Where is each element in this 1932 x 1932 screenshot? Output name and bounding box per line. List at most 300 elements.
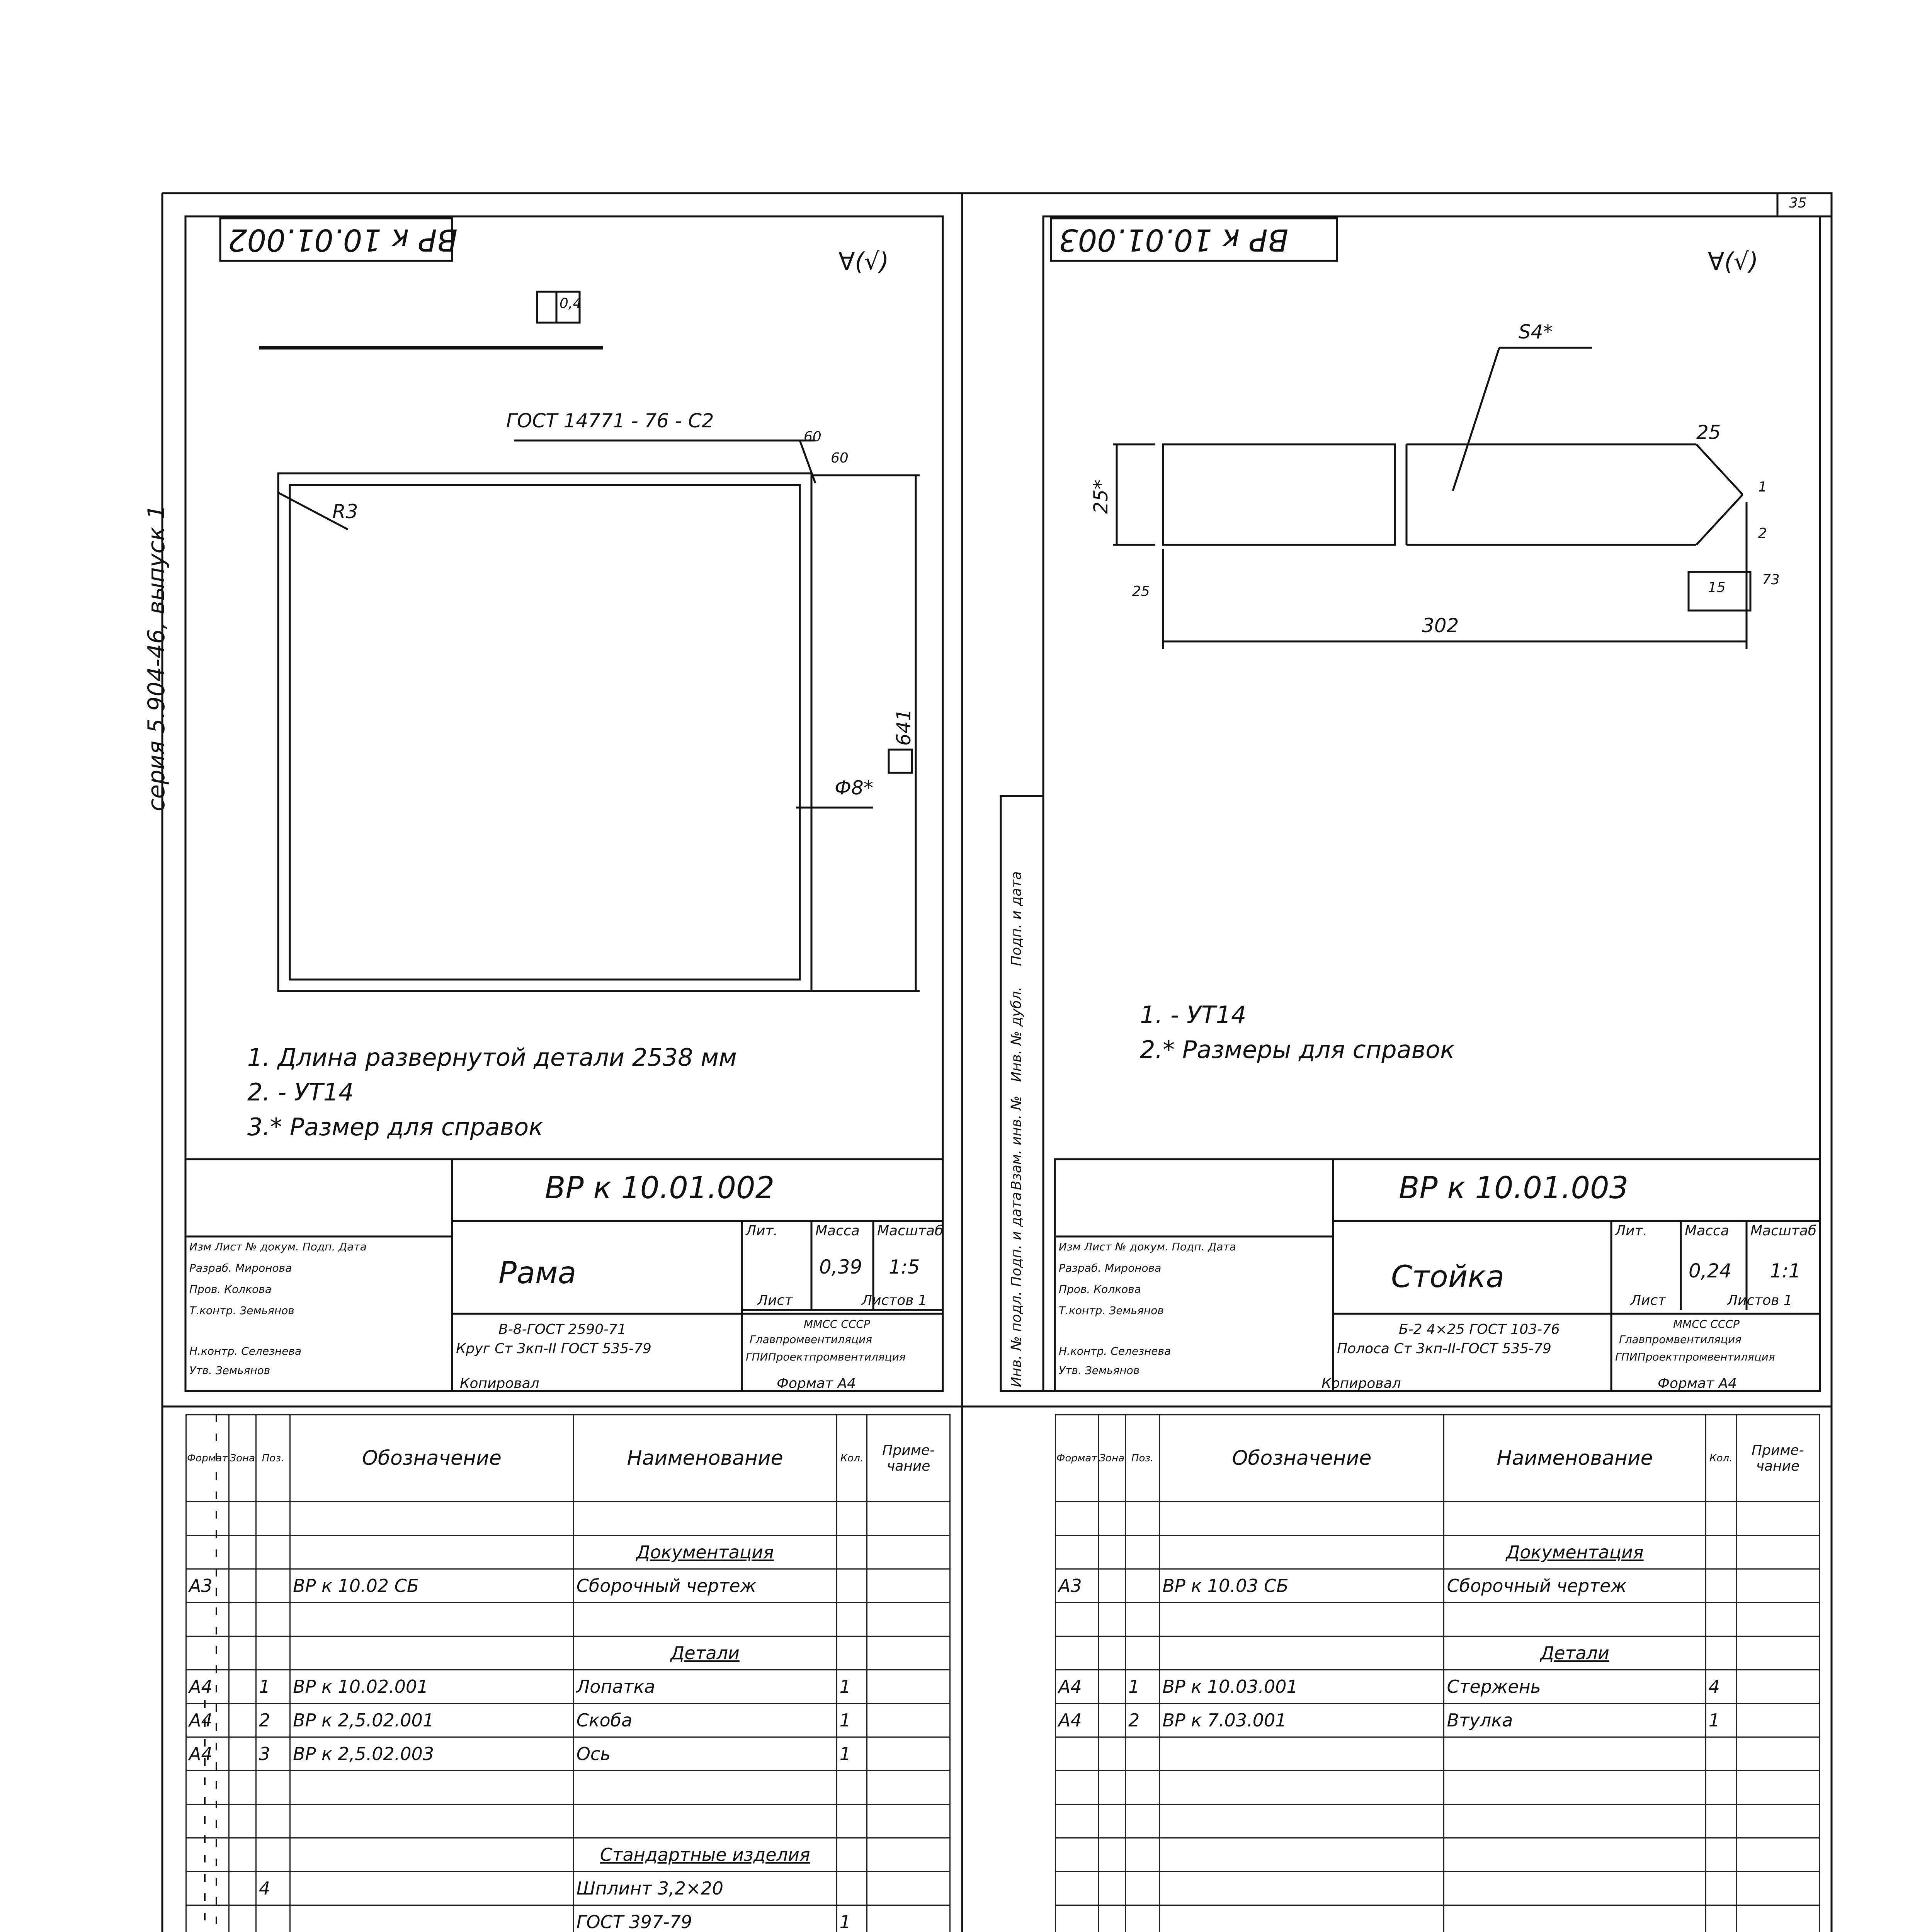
spec-cell — [1056, 1771, 1099, 1804]
spec-row — [186, 1704, 950, 1737]
spec-cell — [256, 1804, 290, 1838]
spec-cell — [573, 1603, 837, 1636]
spec-cell: Сборочный чертеж — [573, 1569, 837, 1603]
spec-cell — [1126, 1737, 1160, 1771]
spec-cell — [256, 1603, 290, 1636]
spec-cell — [1126, 1905, 1160, 1932]
stamp-row-4: Н.контр. Селезнева — [189, 1345, 302, 1357]
spec-cell: 1 — [256, 1670, 290, 1704]
spec-cell — [229, 1737, 256, 1771]
spec-cell — [867, 1536, 950, 1569]
spec-cell — [1444, 1804, 1706, 1838]
spec-cell — [867, 1804, 950, 1838]
spec-cell — [1126, 1771, 1160, 1804]
spec-cell: Стандартные изделия — [573, 1838, 837, 1872]
stamp-row-2: Пров. Колкова — [189, 1283, 272, 1296]
spec-cell — [229, 1603, 256, 1636]
stamp-row-3: Т.контр. Земьянов — [189, 1304, 294, 1317]
spec-cell — [1736, 1737, 1819, 1771]
spec-cell — [186, 1536, 229, 1569]
spec-cell: 1 — [837, 1704, 867, 1737]
spec-cell — [1056, 1536, 1099, 1569]
spec-cell — [867, 1569, 950, 1603]
spec-cell — [186, 1603, 229, 1636]
page-number: 35 — [1789, 195, 1807, 211]
format-label: Формат А4 — [777, 1376, 856, 1391]
weld-b: 60 — [831, 450, 849, 466]
spec-cell — [837, 1804, 867, 1838]
spec-cell: 4 — [256, 1872, 290, 1905]
material-2: Круг Ст 3кп-II ГОСТ 535-79 — [456, 1341, 651, 1357]
spec-row — [1056, 1603, 1820, 1636]
spec-cell — [1706, 1771, 1736, 1804]
spec-cell — [1098, 1737, 1126, 1771]
spec-cell — [1098, 1670, 1126, 1704]
col-zone: Зона — [1098, 1415, 1126, 1502]
spec-row — [1056, 1838, 1820, 1872]
material-1: Б-2 4×25 ГОСТ 103-76 — [1399, 1321, 1560, 1337]
note-2: 2.* Размеры для справок — [1140, 1036, 1455, 1064]
spec-table-q4 — [1055, 1414, 1820, 1932]
spec-cell — [229, 1905, 256, 1932]
spec-cell — [1736, 1838, 1819, 1872]
col-designation: Обозначение — [290, 1415, 574, 1502]
spec-cell — [1126, 1838, 1160, 1872]
spec-cell — [837, 1502, 867, 1536]
stamp-row-1: Разраб. Миронова — [1059, 1262, 1162, 1274]
spec-cell — [229, 1569, 256, 1603]
spec-cell — [867, 1872, 950, 1905]
sheets-header: Листов 1 — [862, 1293, 927, 1308]
spec-cell: ВР к 10.03.001 — [1160, 1670, 1444, 1704]
spec-cell — [1056, 1737, 1099, 1771]
spec-row — [186, 1838, 950, 1872]
spec-table-q3 — [185, 1414, 951, 1932]
spec-cell — [867, 1502, 950, 1536]
material-2: Полоса Ст 3кп-II-ГОСТ 535-79 — [1337, 1341, 1551, 1357]
spec-cell — [1444, 1737, 1706, 1771]
spec-cell: Сборочный чертеж — [1444, 1569, 1706, 1603]
spec-cell: ВР к 2,5.02.001 — [290, 1704, 574, 1737]
spec-cell: ВР к 10.02.001 — [290, 1670, 574, 1704]
spec-cell — [867, 1838, 950, 1872]
spec-cell: Втулка — [1444, 1704, 1706, 1737]
col-name: Наименование — [573, 1415, 837, 1502]
spec-row — [1056, 1704, 1820, 1737]
spec-cell — [1126, 1569, 1160, 1603]
spec-cell: Ось — [573, 1737, 837, 1771]
lit-header: Лит. — [746, 1223, 778, 1239]
spec-cell: ВР к 7.03.001 — [1160, 1704, 1444, 1737]
spec-cell — [1098, 1872, 1126, 1905]
spec-cell — [186, 1804, 229, 1838]
spec-cell — [837, 1603, 867, 1636]
spec-cell — [1098, 1905, 1126, 1932]
dim-15: 15 — [1708, 580, 1726, 595]
scale-header: Масштаб — [877, 1223, 944, 1239]
spec-cell: 1 — [1706, 1704, 1736, 1737]
spec-row — [1056, 1636, 1820, 1670]
spec-cell — [1736, 1905, 1819, 1932]
spec-cell — [1160, 1838, 1444, 1872]
dim-r2: 2 — [1758, 526, 1767, 541]
spec-cell — [1160, 1905, 1444, 1932]
spec-cell — [1736, 1771, 1819, 1804]
spec-cell — [1736, 1603, 1819, 1636]
spec-cell — [1444, 1905, 1706, 1932]
spec-cell — [837, 1636, 867, 1670]
spec-cell — [1098, 1636, 1126, 1670]
spec-cell: 1 — [837, 1670, 867, 1704]
spec-cell — [256, 1905, 290, 1932]
note-2: 2. - УТ14 — [247, 1078, 354, 1106]
roughness-mark: ∀(√) — [838, 247, 889, 276]
side-dim: 641 — [893, 709, 915, 746]
spec-cell — [867, 1737, 950, 1771]
spec-cell — [1706, 1636, 1736, 1670]
note-1: 1. Длина развернутой детали 2538 мм — [247, 1043, 737, 1071]
spec-cell — [573, 1804, 837, 1838]
copied-label: Копировал — [1321, 1376, 1401, 1391]
spec-cell — [1706, 1536, 1736, 1569]
spec-cell: ВР к 2,5.02.003 — [290, 1737, 574, 1771]
spec-cell — [256, 1636, 290, 1670]
spec-cell — [229, 1804, 256, 1838]
spec-cell — [290, 1838, 574, 1872]
spec-cell — [1706, 1905, 1736, 1932]
spec-cell — [256, 1771, 290, 1804]
spec-cell — [1444, 1603, 1706, 1636]
col-format: Формат — [1056, 1415, 1099, 1502]
spec-cell — [1706, 1838, 1736, 1872]
col-zone: Зона — [229, 1415, 256, 1502]
stamp-row-3: Т.контр. Земьянов — [1059, 1304, 1164, 1317]
spec-cell — [1056, 1636, 1099, 1670]
spec-cell — [1160, 1636, 1444, 1670]
roughness-mark: ∀(√) — [1708, 247, 1759, 276]
spec-row — [1056, 1804, 1820, 1838]
spec-cell — [1444, 1771, 1706, 1804]
mass-value: 0,39 — [819, 1256, 862, 1278]
spec-cell: А3 — [1056, 1569, 1099, 1603]
col-pos: Поз. — [1126, 1415, 1160, 1502]
diameter-dim: Ф8* — [835, 777, 873, 799]
title-doc-number: ВР к 10.01.003 — [1399, 1171, 1629, 1206]
spec-cell: 1 — [837, 1737, 867, 1771]
spec-cell — [186, 1838, 229, 1872]
spec-cell — [1160, 1502, 1444, 1536]
mass-value: 0,24 — [1689, 1260, 1732, 1282]
spec-cell — [186, 1636, 229, 1670]
spec-cell — [186, 1905, 229, 1932]
sheets-header: Листов 1 — [1727, 1293, 1793, 1308]
spec-row — [1056, 1670, 1820, 1704]
spec-cell: А4 — [186, 1737, 229, 1771]
spec-header-row — [186, 1415, 950, 1502]
mass-header: Масса — [815, 1223, 860, 1239]
spec-cell — [290, 1603, 574, 1636]
spec-cell — [1098, 1603, 1126, 1636]
spec-cell — [1160, 1536, 1444, 1569]
org-1: ММСС СССР — [1673, 1318, 1740, 1330]
radius-dim: R3 — [332, 500, 358, 523]
spec-cell — [290, 1905, 574, 1932]
spec-row — [1056, 1569, 1820, 1603]
spec-cell — [573, 1502, 837, 1536]
spec-cell — [1126, 1636, 1160, 1670]
spec-cell — [1736, 1569, 1819, 1603]
angle-left: 25 — [1132, 583, 1150, 599]
spec-cell — [837, 1771, 867, 1804]
spec-cell — [837, 1872, 867, 1905]
spec-cell — [1098, 1502, 1126, 1536]
spec-cell: Скоба — [573, 1704, 837, 1737]
spec-cell — [290, 1771, 574, 1804]
spec-cell — [1160, 1872, 1444, 1905]
spec-cell: 1 — [1126, 1670, 1160, 1704]
col-qty: Кол. — [837, 1415, 867, 1502]
title-name: Рама — [498, 1256, 577, 1291]
spec-cell — [229, 1670, 256, 1704]
spec-cell — [1056, 1872, 1099, 1905]
spec-cell — [1444, 1502, 1706, 1536]
series-label: серия 5.904-46, выпуск 1 — [143, 504, 170, 811]
spec-cell: А4 — [186, 1704, 229, 1737]
weld-a: 60 — [804, 429, 821, 445]
spec-cell: Шплинт 3,2×20 — [573, 1872, 837, 1905]
side-label-4: Подп. и дата — [1009, 1192, 1024, 1287]
spec-cell — [1126, 1502, 1160, 1536]
spec-cell — [1056, 1838, 1099, 1872]
spec-cell — [1736, 1670, 1819, 1704]
org-3: ГПИПроектпромвентиляция — [1615, 1350, 1775, 1363]
spec-row — [1056, 1872, 1820, 1905]
spec-cell — [1706, 1737, 1736, 1771]
spec-cell — [186, 1502, 229, 1536]
dim-73: 73 — [1762, 572, 1780, 588]
spec-cell: 2 — [1126, 1704, 1160, 1737]
spec-cell — [867, 1704, 950, 1737]
stamp-row-5: Утв. Земьянов — [1059, 1364, 1140, 1377]
spec-row — [186, 1502, 950, 1536]
spec-cell: ВР к 10.03 СБ — [1160, 1569, 1444, 1603]
spec-cell — [1098, 1569, 1126, 1603]
title-doc-number: ВР к 10.01.002 — [545, 1171, 775, 1206]
spec-cell: Документация — [1444, 1536, 1706, 1569]
spec-row — [186, 1737, 950, 1771]
spec-cell — [186, 1872, 229, 1905]
spec-cell: Стержень — [1444, 1670, 1706, 1704]
spec-row — [186, 1603, 950, 1636]
spec-cell — [229, 1536, 256, 1569]
spec-row — [186, 1771, 950, 1804]
spec-cell — [1160, 1771, 1444, 1804]
spec-row — [1056, 1905, 1820, 1932]
spec-cell — [229, 1704, 256, 1737]
spec-cell — [1706, 1569, 1736, 1603]
spec-cell — [229, 1502, 256, 1536]
spec-cell — [290, 1804, 574, 1838]
spec-cell — [186, 1771, 229, 1804]
sheet-header: Лист — [757, 1293, 793, 1308]
spec-cell — [1056, 1603, 1099, 1636]
spec-cell — [1736, 1502, 1819, 1536]
col-qty: Кол. — [1706, 1415, 1736, 1502]
spec-cell — [1098, 1704, 1126, 1737]
spec-cell: Документация — [573, 1536, 837, 1569]
stamp-row-4: Н.контр. Селезнева — [1059, 1345, 1171, 1357]
stamp-row-0: Изм Лист № докум. Подп. Дата — [189, 1240, 367, 1253]
spec-cell — [1098, 1771, 1126, 1804]
side-label-1: Подп. и дата — [1009, 871, 1024, 966]
note-1: 1. - УТ14 — [1140, 1001, 1247, 1029]
spec-cell — [256, 1502, 290, 1536]
spec-cell — [1056, 1905, 1099, 1932]
spec-cell — [290, 1536, 574, 1569]
spec-cell — [256, 1536, 290, 1569]
spec-cell — [229, 1771, 256, 1804]
col-note: Приме- чание — [867, 1415, 950, 1502]
spec-cell — [1056, 1804, 1099, 1838]
spec-cell: 4 — [1706, 1670, 1736, 1704]
dim-length: 302 — [1422, 614, 1459, 637]
org-2: Главпромвентиляция — [1619, 1333, 1742, 1346]
spec-cell: 1 — [837, 1905, 867, 1932]
org-3: ГПИПроектпромвентиляция — [746, 1350, 906, 1363]
spec-cell — [290, 1636, 574, 1670]
spec-row — [186, 1905, 950, 1932]
copied-label: Копировал — [460, 1376, 539, 1391]
spec-cell — [837, 1536, 867, 1569]
spec-cell — [1736, 1872, 1819, 1905]
spec-cell — [837, 1838, 867, 1872]
spec-cell — [1126, 1872, 1160, 1905]
col-pos: Поз. — [256, 1415, 290, 1502]
spec-cell — [1126, 1603, 1160, 1636]
spec-cell — [256, 1838, 290, 1872]
dim-height: 25* — [1090, 480, 1112, 514]
spec-cell: А4 — [186, 1670, 229, 1704]
flatness-value: 0,4 — [560, 296, 582, 311]
side-label-5: Инв. № подл. — [1009, 1291, 1024, 1387]
spec-cell — [256, 1569, 290, 1603]
spec-cell — [229, 1872, 256, 1905]
spec-cell — [1736, 1804, 1819, 1838]
spec-cell — [229, 1838, 256, 1872]
gost-profile: ГОСТ 14771 - 76 - С2 — [506, 410, 714, 432]
org-1: ММСС СССР — [804, 1318, 870, 1330]
spec-cell — [1706, 1804, 1736, 1838]
spec-cell: А4 — [1056, 1670, 1099, 1704]
spec-row — [186, 1636, 950, 1670]
spec-cell — [1160, 1804, 1444, 1838]
spec-cell — [1126, 1536, 1160, 1569]
spec-cell — [1160, 1603, 1444, 1636]
spec-cell: ВР к 10.02 СБ — [290, 1569, 574, 1603]
spec-cell: Детали — [573, 1636, 837, 1670]
scale-value: 1:1 — [1770, 1260, 1801, 1282]
dim-chamfer: 25 — [1696, 421, 1721, 444]
spec-cell: А3 — [186, 1569, 229, 1603]
spec-cell — [1706, 1502, 1736, 1536]
lit-header: Лит. — [1615, 1223, 1647, 1239]
scale-header: Масштаб — [1750, 1223, 1817, 1239]
spec-cell — [1126, 1804, 1160, 1838]
spec-row — [1056, 1771, 1820, 1804]
spec-cell — [1160, 1737, 1444, 1771]
spec-cell — [1444, 1838, 1706, 1872]
spec-cell: 3 — [256, 1737, 290, 1771]
spec-cell: А4 — [1056, 1704, 1099, 1737]
col-format: Формат — [186, 1415, 229, 1502]
title-name: Стойка — [1391, 1260, 1505, 1294]
stamp-row-5: Утв. Земьянов — [189, 1364, 270, 1377]
stamp-mirrored: ВР к 10.01.003 — [1059, 222, 1289, 257]
spec-cell — [1736, 1636, 1819, 1670]
spec-cell — [867, 1670, 950, 1704]
spec-row — [186, 1872, 950, 1905]
spec-cell — [1706, 1603, 1736, 1636]
scale-value: 1:5 — [889, 1256, 920, 1278]
spec-cell — [1736, 1536, 1819, 1569]
stamp-row-2: Пров. Колкова — [1059, 1283, 1141, 1296]
spec-cell — [1098, 1536, 1126, 1569]
format-label: Формат А4 — [1658, 1376, 1737, 1391]
spec-cell — [1098, 1838, 1126, 1872]
spec-cell — [1098, 1804, 1126, 1838]
spec-row — [186, 1804, 950, 1838]
spec-cell — [867, 1771, 950, 1804]
spec-cell — [1736, 1704, 1819, 1737]
spec-cell: ГОСТ 397-79 — [573, 1905, 837, 1932]
spec-cell — [867, 1636, 950, 1670]
stamp-row-1: Разраб. Миронова — [189, 1262, 292, 1274]
spec-cell: Детали — [1444, 1636, 1706, 1670]
col-note: Приме- чание — [1736, 1415, 1819, 1502]
spec-cell — [573, 1771, 837, 1804]
spec-row — [1056, 1502, 1820, 1536]
spec-cell — [290, 1872, 574, 1905]
spec-row — [1056, 1737, 1820, 1771]
spec-cell — [1706, 1872, 1736, 1905]
material-1: В-8-ГОСТ 2590-71 — [498, 1321, 626, 1337]
spec-row — [186, 1536, 950, 1569]
dim-r1: 1 — [1758, 479, 1767, 495]
col-name: Наименование — [1444, 1415, 1706, 1502]
side-label-3: Взам. инв. № — [1009, 1095, 1024, 1190]
spec-row — [186, 1670, 950, 1704]
spec-cell: Лопатка — [573, 1670, 837, 1704]
stamp-row-0: Изм Лист № докум. Подп. Дата — [1059, 1240, 1236, 1253]
col-designation: Обозначение — [1160, 1415, 1444, 1502]
dim-top: S4* — [1519, 321, 1553, 343]
spec-cell — [1056, 1502, 1099, 1536]
spec-header-row — [1056, 1415, 1820, 1502]
stamp-mirrored: ВР к 10.01.002 — [228, 222, 458, 257]
sheet-header: Лист — [1631, 1293, 1666, 1308]
spec-cell — [867, 1603, 950, 1636]
note-3: 3.* Размер для справок — [247, 1113, 543, 1141]
spec-cell: 2 — [256, 1704, 290, 1737]
mass-header: Масса — [1685, 1223, 1729, 1239]
org-2: Главпромвентиляция — [750, 1333, 872, 1346]
spec-cell — [837, 1569, 867, 1603]
spec-cell — [1444, 1872, 1706, 1905]
side-label-2: Инв. № дубл. — [1009, 986, 1024, 1082]
spec-row — [1056, 1536, 1820, 1569]
spec-cell — [290, 1502, 574, 1536]
spec-cell — [867, 1905, 950, 1932]
